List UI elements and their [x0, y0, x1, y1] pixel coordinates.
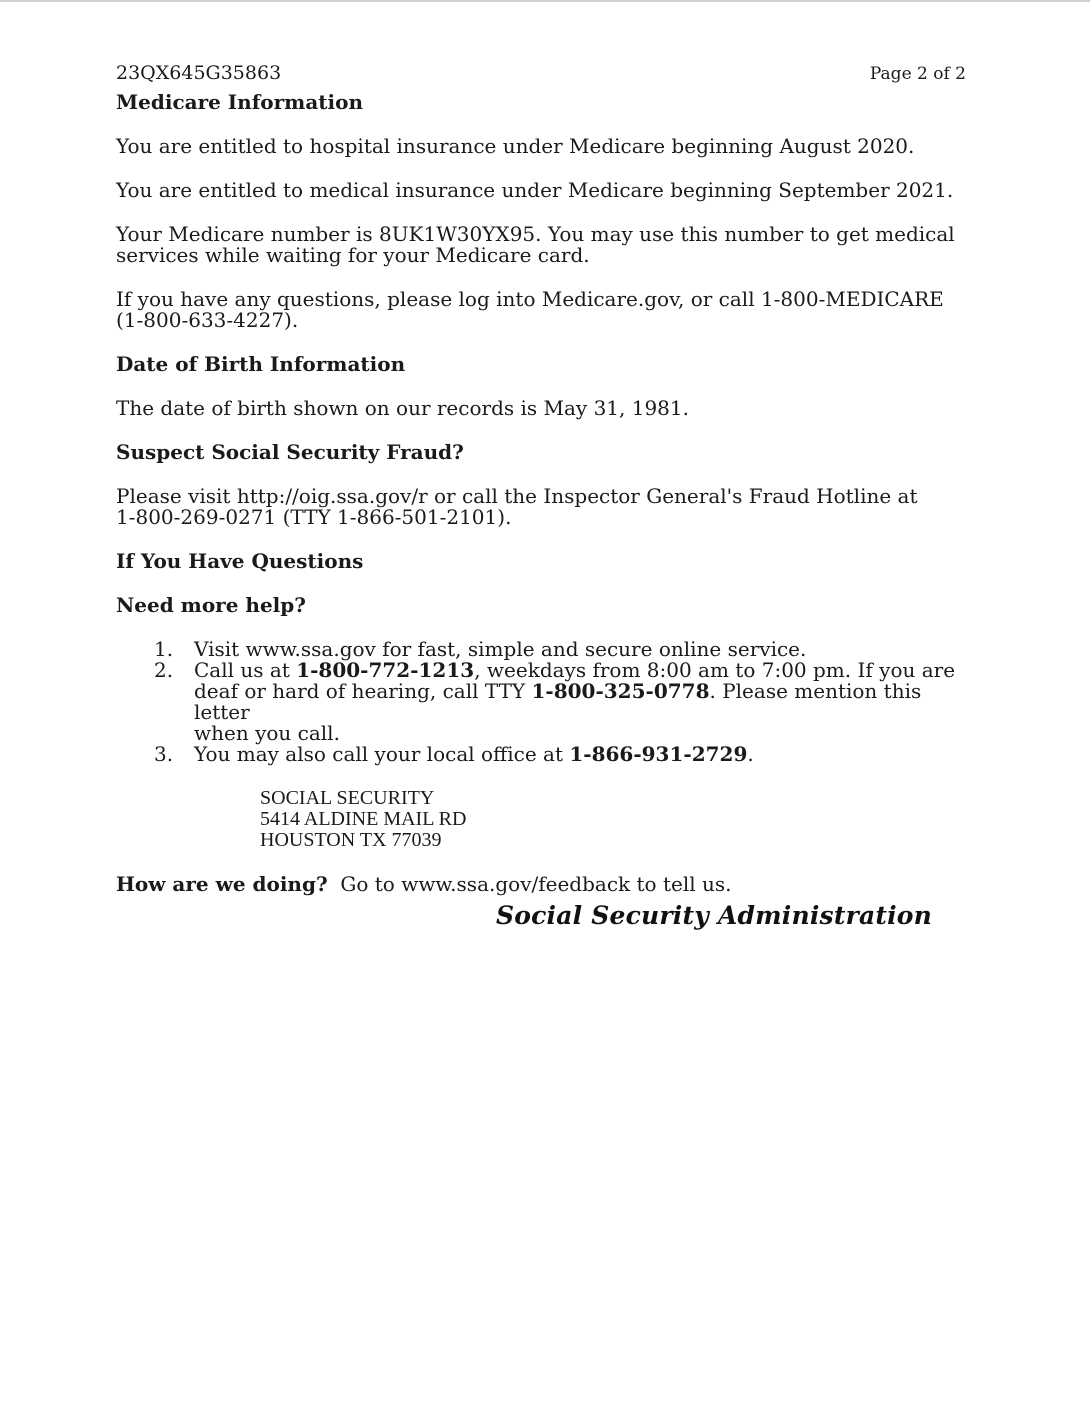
- feedback-line: [116, 874, 966, 895]
- medicare-heading: Medicare Information: [116, 90, 364, 114]
- tty-suffix: . Please mention this letter: [194, 679, 922, 724]
- reference-number: 23QX645G35863: [116, 62, 282, 84]
- help-list: [116, 639, 966, 765]
- need-help-heading: Need more help?: [116, 593, 306, 617]
- hospital-insurance-text: You are entitled to hospital insurance under Medicare beginning August 2020.: [116, 134, 915, 158]
- local-office-phone: 1-866-931-2729: [569, 742, 748, 766]
- feedback-label: How are we doing?: [116, 872, 328, 896]
- tty-phone-number: 1-800-325-0778: [531, 679, 710, 703]
- office-city: HOUSTON TX 77039: [260, 829, 442, 851]
- list-item-text: [194, 744, 966, 765]
- tty-prefix: deaf or hard of hearing, call TTY: [194, 679, 532, 703]
- medicare-questions-paragraph: [116, 289, 966, 331]
- questions-heading: If You Have Questions: [116, 549, 364, 573]
- local-office-suffix: .: [747, 742, 754, 766]
- medicare-number-paragraph: [116, 224, 966, 266]
- dob-text: The date of birth shown on our records is May 31, 1981.: [116, 396, 689, 420]
- call-us-prefix: Call us at: [194, 658, 297, 682]
- letter-header: [116, 62, 966, 92]
- fraud-heading: Suspect Social Security Fraud?: [116, 440, 464, 464]
- medicare-number-line-2: services while waiting for your Medicare card.: [116, 243, 590, 267]
- call-us-hours: , weekdays from 8:00 am to 7:00 pm. If you are: [474, 658, 956, 682]
- list-item: [116, 639, 966, 660]
- list-item-number: 2.: [154, 658, 174, 682]
- medicare-number-line-1: Your Medicare number is 8UK1W30YX95. You may use this number to get medical: [116, 222, 955, 246]
- fraud-line-1: Please visit http://oig.ssa.gov/r or call the Inspector General's Fraud Hotline at: [116, 484, 918, 508]
- main-phone-number: 1-800-772-1213: [296, 658, 475, 682]
- list-item: [116, 744, 966, 765]
- list-item-text: Visit www.ssa.gov for fast, simple and secure online service.: [194, 637, 807, 661]
- fraud-paragraph: [116, 486, 966, 528]
- fraud-line-2: 1-800-269-0271 (TTY 1-866-501-2101).: [116, 505, 512, 529]
- list-item-number: 3.: [154, 742, 174, 766]
- office-address: [260, 788, 966, 851]
- list-item-number: 1.: [154, 637, 174, 661]
- medicare-questions-line-1: If you have any questions, please log into Medicare.gov, or call 1-800-MEDICARE: [116, 287, 944, 311]
- office-name: SOCIAL SECURITY: [260, 787, 435, 809]
- medicare-questions-line-2: (1-800-633-4227).: [116, 308, 299, 332]
- office-street: 5414 ALDINE MAIL RD: [260, 808, 467, 830]
- medical-insurance-text: You are entitled to medical insurance under Medicare beginning September 2021.: [116, 178, 954, 202]
- page-number: Page 2 of 2: [869, 64, 966, 84]
- list-item-text: [194, 660, 966, 744]
- feedback-text: Go to www.ssa.gov/feedback to tell us.: [327, 872, 732, 896]
- signature: Social Security Administration: [496, 901, 933, 930]
- list-item: [116, 660, 966, 744]
- dob-heading: Date of Birth Information: [116, 352, 406, 376]
- call-us-closing: when you call.: [194, 721, 340, 745]
- local-office-prefix: You may also call your local office at: [194, 742, 570, 766]
- page-top-border: [0, 0, 1090, 2]
- letter-page: [116, 62, 966, 930]
